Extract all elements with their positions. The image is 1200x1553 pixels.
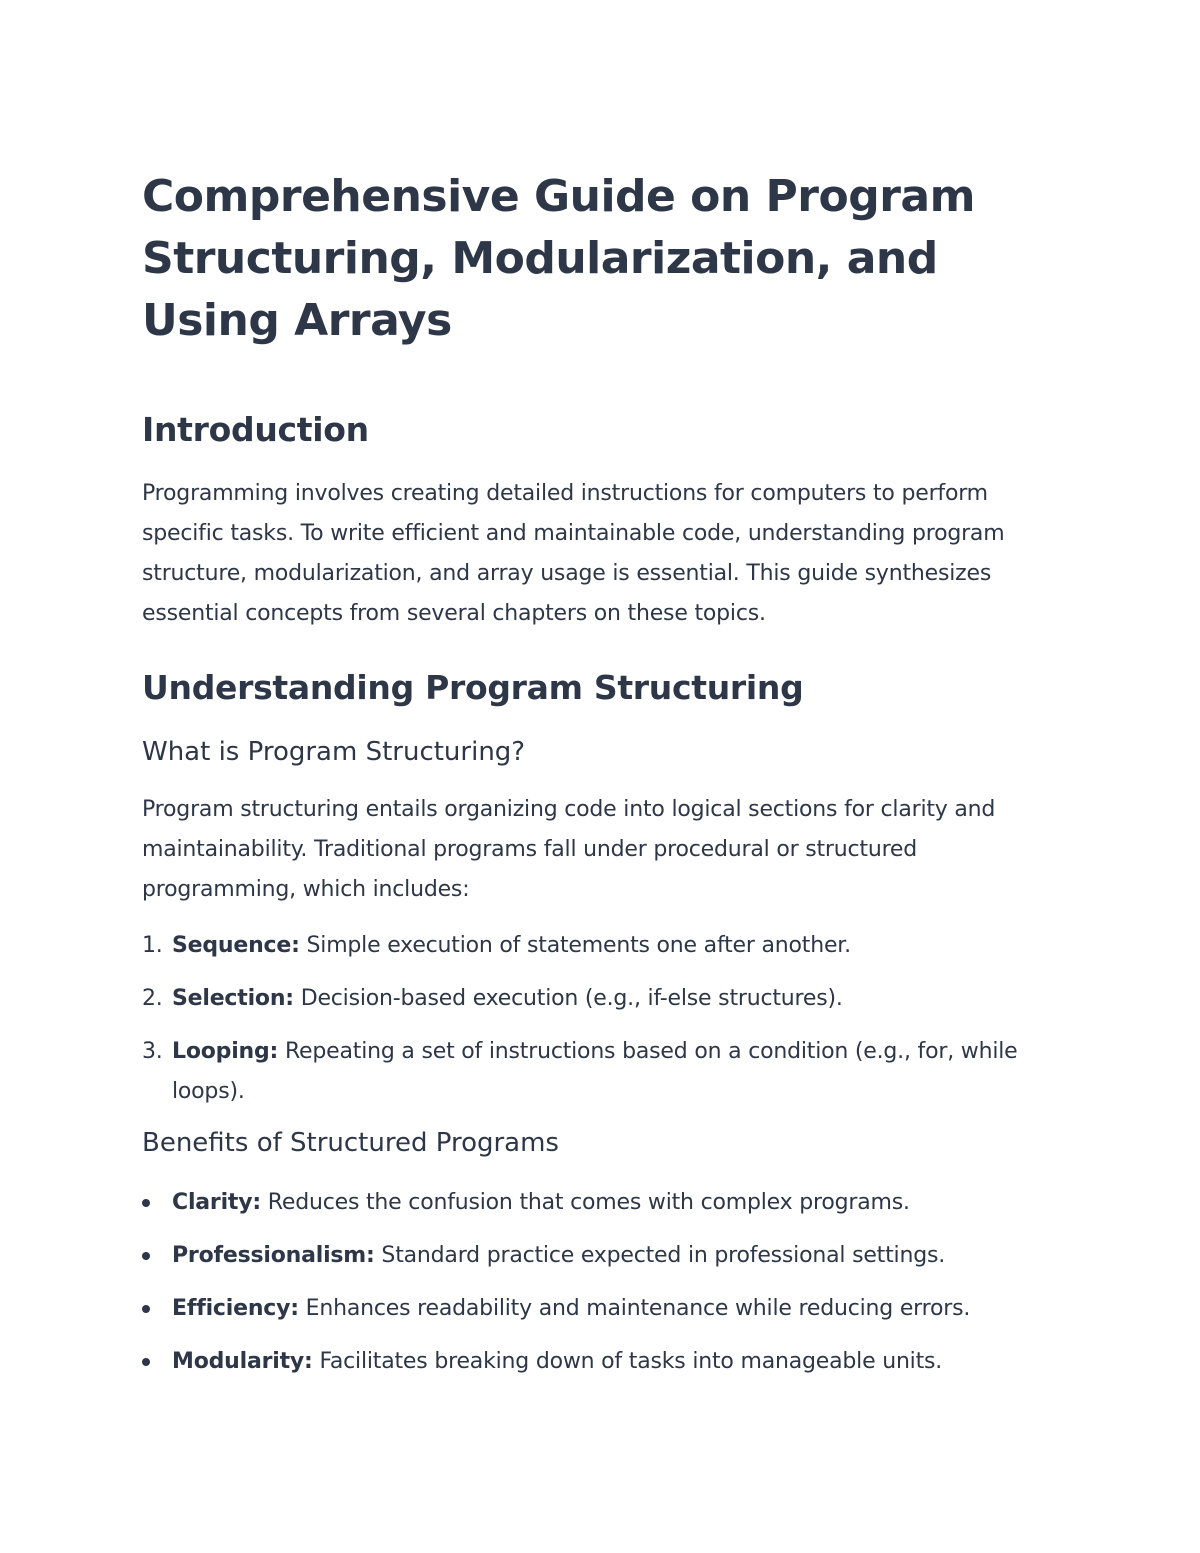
list-item (142, 979, 1058, 1019)
list-item-text: Repeating a set of instructions based on a condition (e.g., for, while loops). (172, 1039, 1018, 1104)
list-item-text: Standard practice expected in professional settings. (374, 1243, 946, 1268)
bullet-icon (142, 1252, 150, 1260)
what-is-structuring-paragraph: Program structuring entails organizing code into logical sections for clarity and maintainability. Traditional programs fall under procedural or structured programming, which includes: (142, 797, 996, 902)
list-item-text: Decision-based execution (e.g., if-else structures). (293, 986, 843, 1011)
list-item (142, 1342, 1058, 1382)
introduction-heading: Introduction (142, 410, 369, 449)
list-item-term: Sequence: (172, 933, 300, 958)
list-item (142, 926, 1058, 966)
control-structures-list (142, 926, 1058, 1112)
list-item (142, 1289, 1058, 1329)
list-item-term: Professionalism: (172, 1243, 375, 1268)
what-is-structuring-heading: What is Program Structuring? (142, 737, 526, 767)
list-item-term: Looping: (172, 1039, 279, 1064)
program-structuring-heading: Understanding Program Structuring (142, 668, 804, 707)
list-item-term: Selection: (172, 986, 294, 1011)
list-number: 1. (142, 933, 163, 958)
bullet-icon (142, 1199, 150, 1207)
list-item (142, 1236, 1058, 1276)
list-item (142, 1183, 1058, 1223)
list-item-term: Clarity: (172, 1190, 261, 1215)
list-item-text: Simple execution of statements one after another. (299, 933, 851, 958)
bullet-icon (142, 1358, 150, 1366)
benefits-list (142, 1183, 1058, 1382)
list-number: 2. (142, 986, 163, 1011)
bullet-icon (142, 1305, 150, 1313)
introduction-paragraph: Programming involves creating detailed instructions for computers to perform specific tasks. To write efficient and maintainable code, understanding program structure, modularization, and array usage is essential. This guide synthesizes essential concepts from several chapters on these topics. (142, 481, 1005, 626)
list-item-term: Efficiency: (172, 1296, 299, 1321)
document-title: Comprehensive Guide on Program Structuring, Modularization, and Using Arrays (142, 171, 975, 346)
list-number: 3. (142, 1039, 163, 1064)
list-item-term: Modularity: (172, 1349, 313, 1374)
list-item-text: Reduces the confusion that comes with complex programs. (260, 1190, 910, 1215)
list-item-text: Facilitates breaking down of tasks into manageable units. (312, 1349, 943, 1374)
benefits-heading: Benefits of Structured Programs (142, 1128, 559, 1158)
list-item (142, 1032, 1058, 1112)
list-item-text: Enhances readability and maintenance while reducing errors. (298, 1296, 971, 1321)
